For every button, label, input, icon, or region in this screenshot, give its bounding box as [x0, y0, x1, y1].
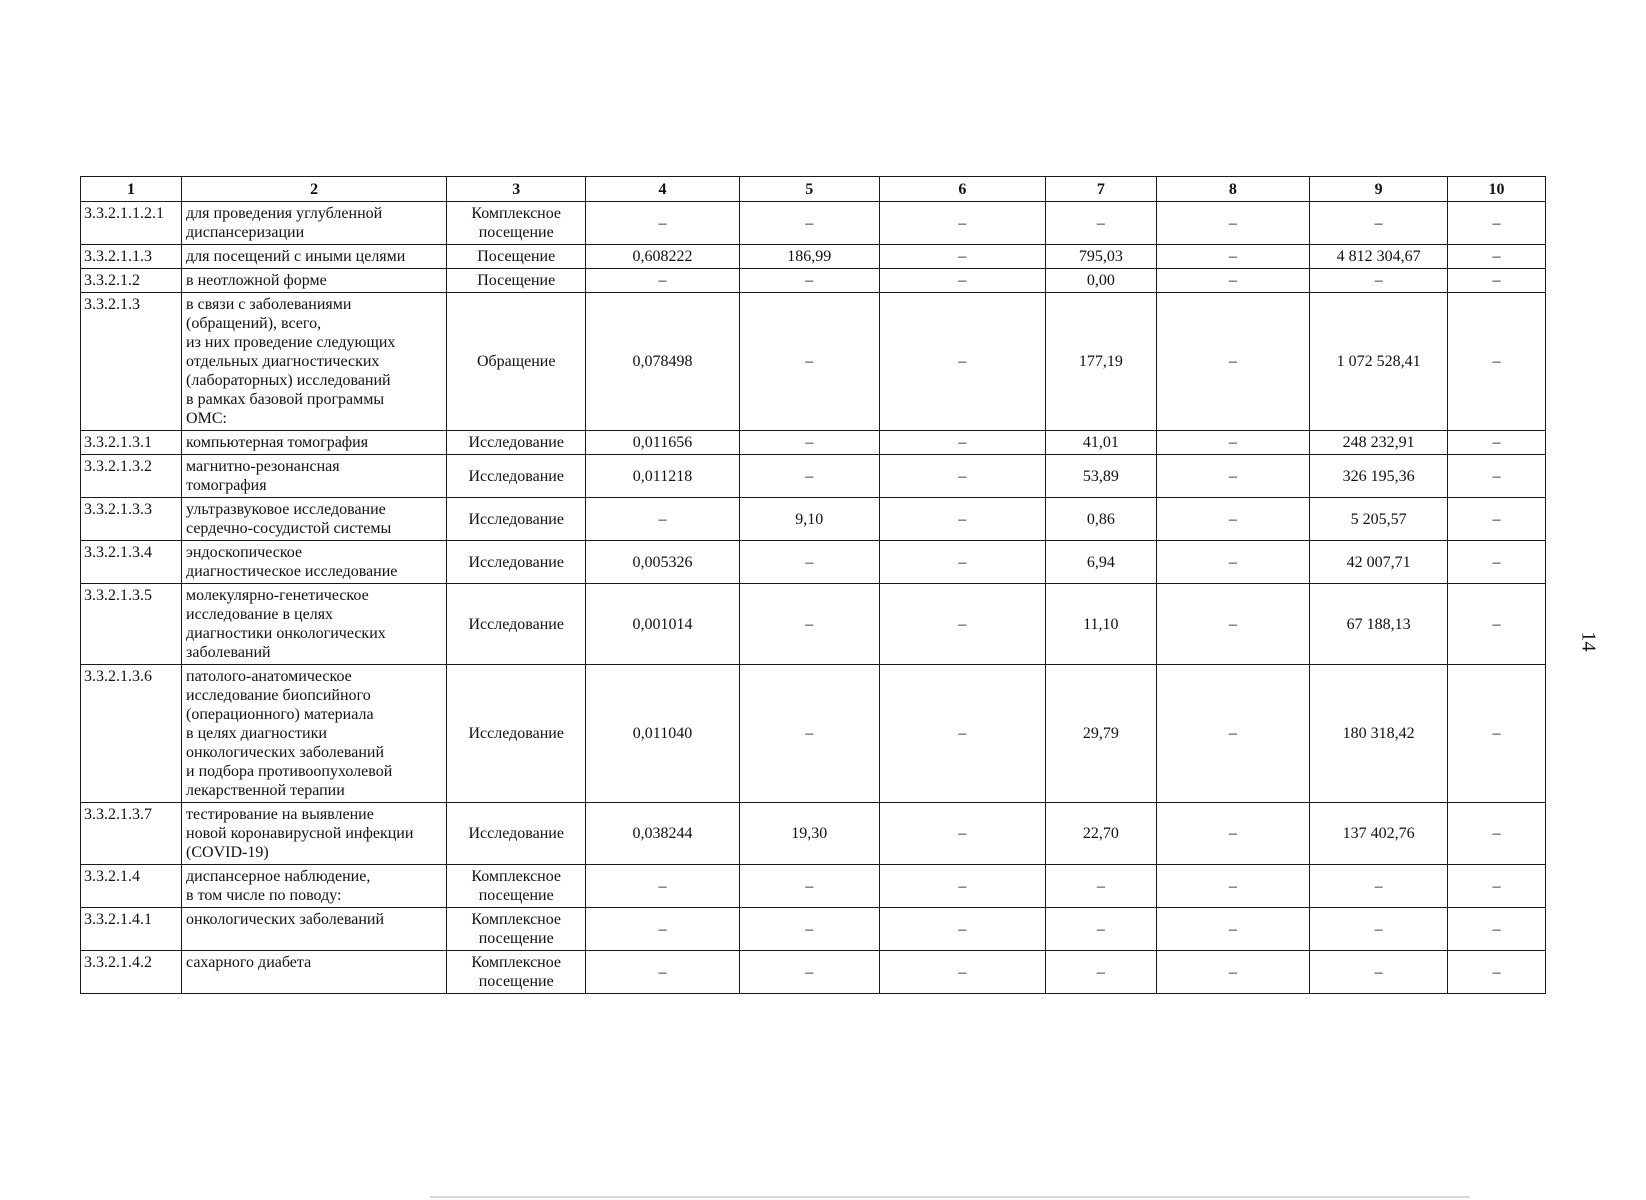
table-row — [81, 293, 1546, 431]
cell-name: сахарного диабета — [182, 951, 447, 994]
cell-c10: – — [1448, 908, 1546, 951]
cell-c8: – — [1156, 293, 1310, 431]
cell-c7: 177,19 — [1046, 293, 1157, 431]
cell-code: 3.3.2.1.4.2 — [81, 951, 182, 994]
cell-c9: – — [1310, 202, 1448, 245]
cell-c8: – — [1156, 803, 1310, 865]
cell-c9: – — [1310, 865, 1448, 908]
cell-code: 3.3.2.1.3 — [81, 293, 182, 431]
cell-c6: – — [879, 245, 1045, 269]
cell-c4: 0,078498 — [586, 293, 740, 431]
cell-c5: – — [739, 269, 879, 293]
cell-c6: – — [879, 498, 1045, 541]
cell-c7: 29,79 — [1046, 665, 1157, 803]
cell-c4: – — [586, 202, 740, 245]
cell-c8: – — [1156, 908, 1310, 951]
cell-c10: – — [1448, 584, 1546, 665]
cell-c9: 4 812 304,67 — [1310, 245, 1448, 269]
cell-c8: – — [1156, 665, 1310, 803]
table-body — [81, 202, 1546, 994]
cell-c9: 1 072 528,41 — [1310, 293, 1448, 431]
cell-c7: – — [1046, 202, 1157, 245]
cell-c7: – — [1046, 951, 1157, 994]
column-header: 6 — [879, 177, 1045, 202]
cell-unit: Исследование — [447, 584, 586, 665]
cell-c7: 6,94 — [1046, 541, 1157, 584]
table-row — [81, 245, 1546, 269]
cell-c6: – — [879, 908, 1045, 951]
cell-name: магнитно-резонансная томография — [182, 455, 447, 498]
cell-code: 3.3.2.1.1.3 — [81, 245, 182, 269]
column-header: 5 — [739, 177, 879, 202]
cell-c4: 0,011656 — [586, 431, 740, 455]
scan-edge-line — [430, 1196, 1470, 1198]
cell-code: 3.3.2.1.3.3 — [81, 498, 182, 541]
cell-c4: 0,001014 — [586, 584, 740, 665]
table-row — [81, 541, 1546, 584]
cell-c10: – — [1448, 455, 1546, 498]
cell-c10: – — [1448, 665, 1546, 803]
cell-unit: Исследование — [447, 431, 586, 455]
cell-c7: 0,86 — [1046, 498, 1157, 541]
header-row — [81, 177, 1546, 202]
cell-unit: Исследование — [447, 541, 586, 584]
cell-name: диспансерное наблюдение, в том числе по поводу: — [182, 865, 447, 908]
table-row — [81, 584, 1546, 665]
cell-c9: 326 195,36 — [1310, 455, 1448, 498]
column-header: 4 — [586, 177, 740, 202]
cell-c4: – — [586, 951, 740, 994]
cell-c9: 42 007,71 — [1310, 541, 1448, 584]
cell-c7: 11,10 — [1046, 584, 1157, 665]
cell-c8: – — [1156, 541, 1310, 584]
cell-c10: – — [1448, 541, 1546, 584]
cell-c5: – — [739, 202, 879, 245]
cell-c8: – — [1156, 431, 1310, 455]
cell-c7: – — [1046, 908, 1157, 951]
table-row — [81, 665, 1546, 803]
cell-name: эндоскопическое диагностическое исследование — [182, 541, 447, 584]
cell-unit: Исследование — [447, 803, 586, 865]
cell-code: 3.3.2.1.2 — [81, 269, 182, 293]
cell-c5: – — [739, 584, 879, 665]
cell-c10: – — [1448, 431, 1546, 455]
cell-c9: 248 232,91 — [1310, 431, 1448, 455]
cell-unit: Посещение — [447, 269, 586, 293]
table-row — [81, 431, 1546, 455]
page-number: 14 — [1577, 631, 1600, 652]
cell-c10: – — [1448, 951, 1546, 994]
cell-name: молекулярно-генетическое исследование в целях диагностики онкологических заболеваний — [182, 584, 447, 665]
cell-c5: – — [739, 865, 879, 908]
cell-c4: – — [586, 269, 740, 293]
cell-code: 3.3.2.1.3.5 — [81, 584, 182, 665]
cell-c4: 0,005326 — [586, 541, 740, 584]
cell-code: 3.3.2.1.4 — [81, 865, 182, 908]
cell-c6: – — [879, 865, 1045, 908]
cell-c5: 19,30 — [739, 803, 879, 865]
column-header: 8 — [1156, 177, 1310, 202]
cell-c4: – — [586, 498, 740, 541]
cell-name: ультразвуковое исследование сердечно-сосудистой системы — [182, 498, 447, 541]
cell-unit: Исследование — [447, 498, 586, 541]
table-row — [81, 951, 1546, 994]
cell-c6: – — [879, 269, 1045, 293]
cell-c8: – — [1156, 951, 1310, 994]
cell-c4: – — [586, 865, 740, 908]
cell-unit: Комплексное посещение — [447, 951, 586, 994]
cell-c10: – — [1448, 803, 1546, 865]
table-row — [81, 269, 1546, 293]
cell-c5: – — [739, 455, 879, 498]
cell-c9: – — [1310, 951, 1448, 994]
cell-c10: – — [1448, 498, 1546, 541]
cell-c9: – — [1310, 269, 1448, 293]
column-header: 10 — [1448, 177, 1546, 202]
cell-c6: – — [879, 431, 1045, 455]
cell-name: в неотложной форме — [182, 269, 447, 293]
cell-c9: – — [1310, 908, 1448, 951]
cell-c9: 137 402,76 — [1310, 803, 1448, 865]
cell-c6: – — [879, 951, 1045, 994]
cell-c7: – — [1046, 865, 1157, 908]
cell-c5: – — [739, 541, 879, 584]
cell-c10: – — [1448, 293, 1546, 431]
cell-name: в связи с заболеваниями (обращений), всего, из них проведение следующих отдельных диагностических (лабораторных) исследований в рамках базовой программы ОМС: — [182, 293, 447, 431]
cell-name: для проведения углубленной диспансеризации — [182, 202, 447, 245]
table-row — [81, 803, 1546, 865]
cell-c6: – — [879, 293, 1045, 431]
cell-unit: Исследование — [447, 665, 586, 803]
cell-c6: – — [879, 803, 1045, 865]
cell-code: 3.3.2.1.4.1 — [81, 908, 182, 951]
cell-c8: – — [1156, 202, 1310, 245]
table-row — [81, 455, 1546, 498]
cell-unit: Исследование — [447, 455, 586, 498]
cell-c5: – — [739, 908, 879, 951]
table-row — [81, 908, 1546, 951]
cell-code: 3.3.2.1.1.2.1 — [81, 202, 182, 245]
cell-name: тестирование на выявление новой коронавирусной инфекции (COVID-19) — [182, 803, 447, 865]
cell-c7: 795,03 — [1046, 245, 1157, 269]
cell-c8: – — [1156, 498, 1310, 541]
cell-c6: – — [879, 584, 1045, 665]
cell-code: 3.3.2.1.3.7 — [81, 803, 182, 865]
cell-c4: 0,011040 — [586, 665, 740, 803]
column-header: 9 — [1310, 177, 1448, 202]
cell-c7: 22,70 — [1046, 803, 1157, 865]
cell-c8: – — [1156, 584, 1310, 665]
cell-c5: – — [739, 431, 879, 455]
cell-unit: Комплексное посещение — [447, 202, 586, 245]
table-row — [81, 202, 1546, 245]
cell-unit: Обращение — [447, 293, 586, 431]
cell-code: 3.3.2.1.3.2 — [81, 455, 182, 498]
column-header: 1 — [81, 177, 182, 202]
cell-c5: 186,99 — [739, 245, 879, 269]
cell-c5: – — [739, 293, 879, 431]
cell-c8: – — [1156, 455, 1310, 498]
cell-c7: 41,01 — [1046, 431, 1157, 455]
cell-unit: Посещение — [447, 245, 586, 269]
cell-name: патолого-анатомическое исследование биопсийного (операционного) материала в целях диагностики онкологических заболеваний и подбора противоопухолевой лекарственной терапии — [182, 665, 447, 803]
column-header: 3 — [447, 177, 586, 202]
cell-name: для посещений с иными целями — [182, 245, 447, 269]
cell-c6: – — [879, 455, 1045, 498]
data-table — [80, 176, 1546, 994]
cell-c4: 0,011218 — [586, 455, 740, 498]
cell-c8: – — [1156, 865, 1310, 908]
cell-c10: – — [1448, 269, 1546, 293]
cell-c10: – — [1448, 245, 1546, 269]
cell-code: 3.3.2.1.3.4 — [81, 541, 182, 584]
cell-name: онкологических заболеваний — [182, 908, 447, 951]
cell-c7: 53,89 — [1046, 455, 1157, 498]
cell-c10: – — [1448, 865, 1546, 908]
cell-c5: 9,10 — [739, 498, 879, 541]
cell-c4: 0,608222 — [586, 245, 740, 269]
table-row — [81, 865, 1546, 908]
column-header: 2 — [182, 177, 447, 202]
cell-c9: 180 318,42 — [1310, 665, 1448, 803]
cell-c7: 0,00 — [1046, 269, 1157, 293]
cell-unit: Комплексное посещение — [447, 865, 586, 908]
cell-c5: – — [739, 951, 879, 994]
cell-code: 3.3.2.1.3.6 — [81, 665, 182, 803]
cell-c6: – — [879, 202, 1045, 245]
cell-c8: – — [1156, 245, 1310, 269]
cell-c6: – — [879, 541, 1045, 584]
cell-name: компьютерная томография — [182, 431, 447, 455]
cell-code: 3.3.2.1.3.1 — [81, 431, 182, 455]
cell-c10: – — [1448, 202, 1546, 245]
cell-c8: – — [1156, 269, 1310, 293]
cell-unit: Комплексное посещение — [447, 908, 586, 951]
cell-c4: – — [586, 908, 740, 951]
table-row — [81, 498, 1546, 541]
cell-c5: – — [739, 665, 879, 803]
cell-c4: 0,038244 — [586, 803, 740, 865]
cell-c9: 67 188,13 — [1310, 584, 1448, 665]
column-header: 7 — [1046, 177, 1157, 202]
cell-c9: 5 205,57 — [1310, 498, 1448, 541]
cell-c6: – — [879, 665, 1045, 803]
